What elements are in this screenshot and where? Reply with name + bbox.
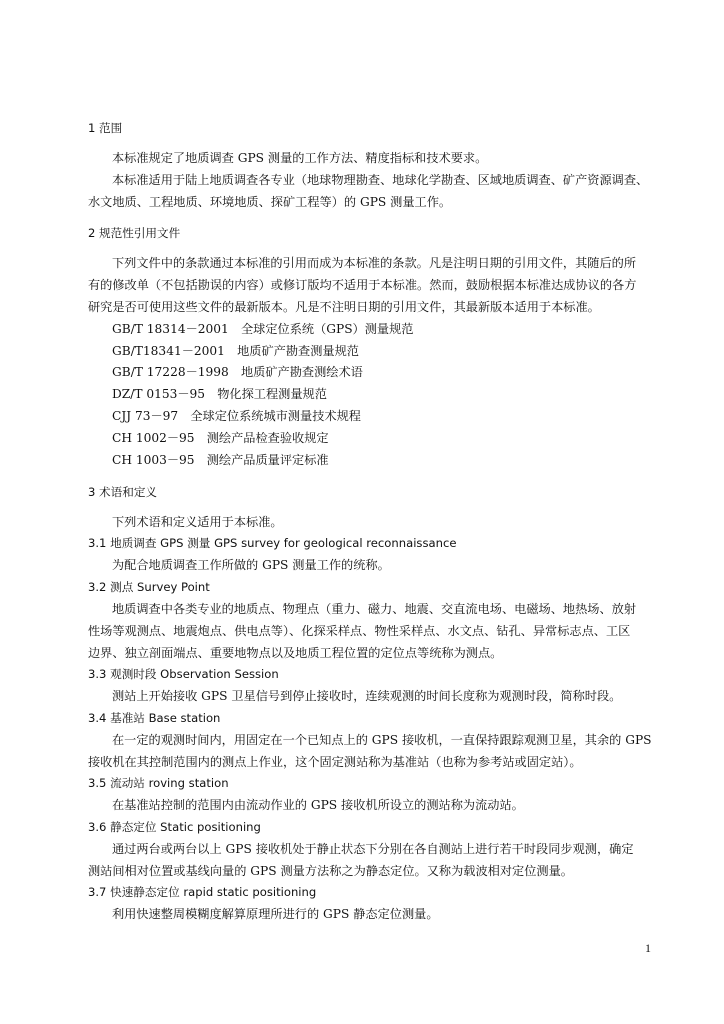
section-1-paragraph-2-line-2: 水文地质、工程地质、环境地质、探矿工程等）的 GPS 测量工作。	[88, 195, 452, 209]
section-2-paragraph-line-2: 有的修改单（不包括勘误的内容）或修订版均不适用于本标准。然而，鼓励根据本标准达成协议的各方	[88, 278, 637, 292]
section-1-paragraph-2-line-1: 本标准适用于陆上地质调查各专业（地球物理勘查、地球化学勘查、区域地质调查、矿产资源调查、	[112, 173, 649, 187]
section-1-paragraph-1: 本标准规定了地质调查 GPS 测量的工作方法、精度指标和技术要求。	[112, 151, 488, 165]
reference-item: CH 1002－95 测绘产品检查验收规定	[112, 431, 329, 445]
term-3-4-body-line-1: 在一定的观测时间内，用固定在一个已知点上的 GPS 接收机，一直保持跟踪观测卫星，其余的 GPS	[112, 733, 652, 747]
term-3-5-heading: 3.5 流动站 roving station	[88, 776, 229, 790]
term-3-6-body-line-2: 测站间相对位置或基线向量的 GPS 测量方法称之为静态定位。又称为载波相对定位测量。	[88, 864, 573, 878]
reference-item: GB/T 18314－2001 全球定位系统（GPS）测量规范	[112, 322, 414, 336]
reference-item: GB/T 17228－1998 地质矿产勘查测绘术语	[112, 365, 363, 379]
term-3-7-body: 利用快速整周模糊度解算原理所进行的 GPS 静态定位测量。	[112, 907, 439, 921]
reference-item: CJJ 73－97 全球定位系统城市测量技术规程	[112, 409, 361, 423]
term-3-5-body: 在基准站控制的范围内由流动作业的 GPS 接收机所设立的测站称为流动站。	[112, 798, 524, 812]
term-3-3-body: 测站上开始接收 GPS 卫星信号到停止接收时，连续观测的时间长度称为观测时段，简称时段。	[112, 689, 622, 703]
term-3-2-heading: 3.2 测点 Survey Point	[88, 580, 210, 594]
term-3-1-heading: 3.1 地质调查 GPS 测量 GPS survey for geological reconnaissance	[88, 536, 457, 550]
term-3-6-heading: 3.6 静态定位 Static positioning	[88, 820, 261, 834]
term-3-3-heading: 3.3 观测时段 Observation Session	[88, 667, 279, 681]
section-2-paragraph-line-1: 下列文件中的条款通过本标准的引用而成为本标准的条款。凡是注明日期的引用文件，其随后的所	[112, 256, 637, 270]
reference-item: DZ/T 0153－95 物化探工程测量规范	[112, 387, 327, 401]
term-3-7-heading: 3.7 快速静态定位 rapid static positioning	[88, 885, 317, 899]
term-3-2-body-line-1: 地质调查中各类专业的地质点、物理点（重力、磁力、地震、交直流电场、电磁场、地热场、放射	[112, 602, 637, 616]
term-3-4-heading: 3.4 基准站 Base station	[88, 711, 221, 725]
section-1-heading: 1 范围	[88, 121, 123, 135]
term-3-1-body: 为配合地质调查工作所做的 GPS 测量工作的统称。	[112, 558, 390, 572]
section-3-heading: 3 术语和定义	[88, 485, 158, 499]
section-3-intro: 下列术语和定义适用于本标准。	[112, 515, 283, 529]
term-3-6-body-line-1: 通过两台或两台以上 GPS 接收机处于静止状态下分别在各自测站上进行若干时段同步观测，确定	[112, 842, 634, 856]
section-2-heading: 2 规范性引用文件	[88, 226, 181, 240]
reference-item: CH 1003－95 测绘产品质量评定标准	[112, 453, 329, 467]
term-3-4-body-line-2: 接收机在其控制范围内的测点上作业，这个固定测站称为基准站（也称为参考站或固定站）。	[88, 755, 582, 769]
section-2-paragraph-line-3: 研究是否可使用这些文件的最新版本。凡是不注明日期的引用文件，其最新版本适用于本标准。	[88, 300, 600, 314]
term-3-2-body-line-3: 边界、独立剖面端点、重要地物点以及地质工程位置的定位点等统称为测点。	[88, 646, 503, 660]
page-number: 1	[645, 941, 651, 955]
term-3-2-body-line-2: 性场等观测点、地震炮点、供电点等）、化探采样点、物性采样点、水文点、钻孔、异常标志点、工区	[88, 624, 631, 638]
reference-item: GB/T18341－2001 地质矿产勘查测量规范	[112, 344, 359, 358]
